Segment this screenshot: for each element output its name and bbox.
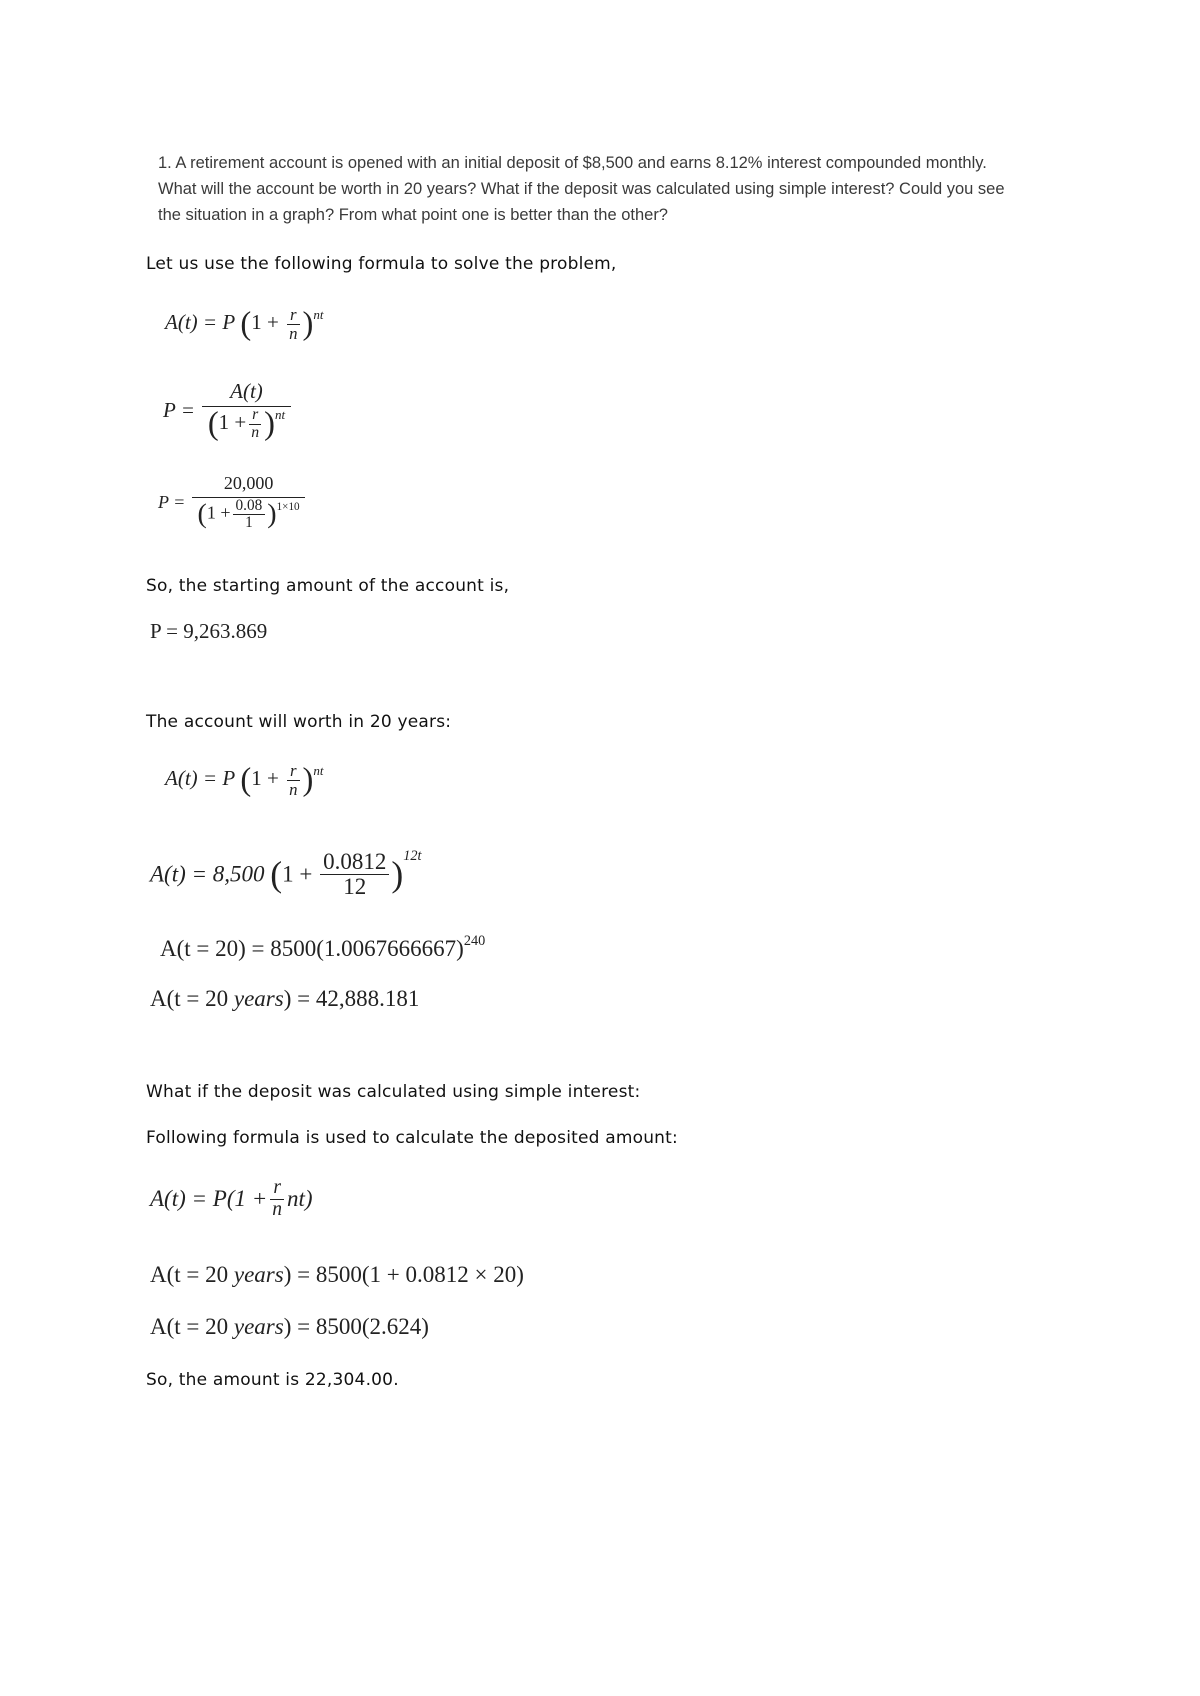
question-line-1: 1. A retirement account is opened with an initial deposit of $8,500 and earns 8.12% interest compounded monthly.: [158, 154, 987, 172]
equation-compound-substituted: A(t) = 8,500 (1 + $\frac{0.0812}{12}$ )$^{12t}$: [150, 847, 422, 900]
equation-compound-formula: A(t) = P (1 + $\frac{r}{n}$ )$^{nt}$: [165, 305, 324, 343]
equation-compound-result: A(t = 20 years) = 42,888.181: [150, 986, 420, 1011]
fraction-r-over-n: $\frac{r}{n}$: [286, 306, 300, 342]
equation-simple-substituted: A(t = 20 years) = 8500(1 + 0.0812 × 20): [150, 1262, 524, 1287]
rate-fraction: $\frac{0.0812}{12}$: [320, 850, 389, 899]
question-line-3: the situation in a graph? From what point one is better than the other?: [158, 206, 668, 224]
simple-interest-heading: What if the deposit was calculated using simple interest:: [146, 1082, 641, 1102]
question-line-2: What will the account be worth in 20 years? What if the deposit was calculated using simple interest? Could you see: [158, 180, 1005, 198]
equation-simple-evaluated: A(t = 20 years) = 8500(2.624): [150, 1314, 429, 1339]
equation-compound-evaluated: $A(t = 20) = 8500(1.0067666667)^{240}$: [160, 933, 486, 961]
worth-text: The account will worth in 20 years:: [146, 712, 452, 732]
starting-amount-text: So, the starting amount of the account is,: [146, 576, 510, 596]
conclusion-text: So, the amount is 22,304.00.: [146, 1370, 399, 1390]
equation-compound-formula-repeat: A(t) = P (1 + $\frac{r}{n}$ )$^{nt}$: [165, 761, 324, 799]
intro-text: Let us use the following formula to solve the problem,: [146, 254, 617, 274]
principal-fraction: A(t) (1 + $\frac{r}{n}$ )$^{nt}$: [202, 380, 291, 441]
equation-simple-formula: A(t) = P(1 + $\frac{r}{n}$ nt): [150, 1177, 313, 1220]
substituted-fraction: 20,000 (1 + $\frac{0.08}{1}$ )$^{1\times 10}$: [192, 474, 306, 531]
equation-principal-substituted: P = 20,000 (1 + $\frac{0.08}{1}$ )$^{1\times 10}$: [158, 474, 307, 531]
principal-result: P = 9,263.869: [150, 619, 268, 643]
equation-principal-formula: P = A(t) (1 + $\frac{r}{n}$ )$^{nt}$: [163, 380, 293, 441]
simple-formula-text: Following formula is used to calculate the deposited amount:: [146, 1128, 678, 1148]
